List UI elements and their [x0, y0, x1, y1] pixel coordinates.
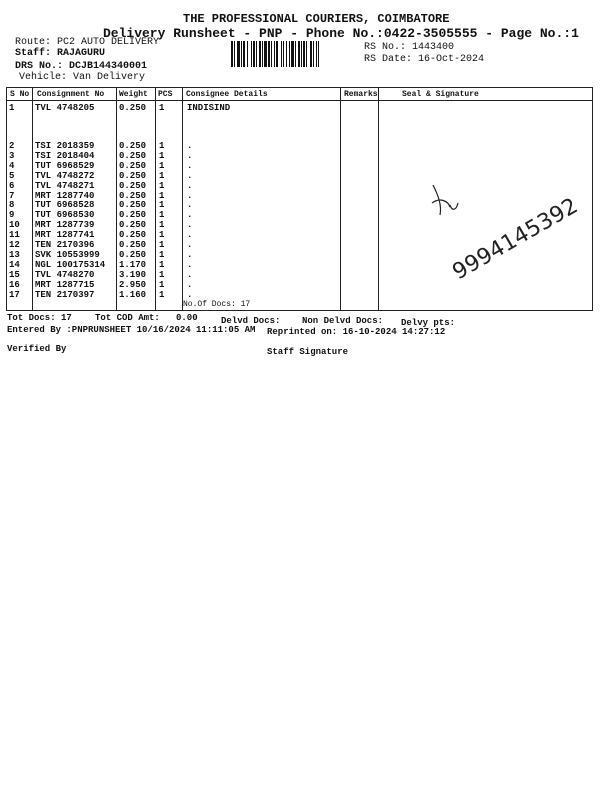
- rs-number: RS No.: 1443400: [364, 42, 455, 53]
- row-consignee: .: [187, 180, 193, 191]
- tot-cod-label: Tot COD Amt:: [95, 313, 160, 323]
- row-consignment: SVK 10553999: [35, 249, 100, 260]
- row-consignment: TVL 4748272: [35, 170, 95, 181]
- row-consignment: TVL 4748270: [35, 269, 95, 280]
- row-consignee: .: [187, 289, 193, 300]
- tot-docs: Tot Docs: 17: [7, 313, 72, 323]
- row-pcs: 1: [159, 210, 165, 221]
- handwritten-signature: [420, 175, 600, 295]
- row-consignee: .: [187, 141, 193, 151]
- row-weight: 1.170: [119, 259, 147, 270]
- row-weight: 0.250: [119, 220, 147, 231]
- col-seal-signature: Seal & Signature: [402, 90, 479, 99]
- row-sno: 7: [9, 190, 15, 201]
- row-consignee: .: [187, 220, 193, 231]
- row-pcs: 1: [159, 150, 165, 161]
- row-weight: 2.950: [119, 279, 147, 290]
- row-sno: 12: [9, 240, 20, 250]
- delvy-pts: Delvy pts:: [401, 318, 456, 328]
- row-pcs: 1: [159, 259, 165, 270]
- route-label: Route: PC2 AUTO DELIVERY: [15, 37, 160, 48]
- row-sno: 1: [9, 103, 15, 113]
- rs-date: RS Date: 16-Oct-2024: [364, 54, 485, 65]
- row-sno: 8: [9, 200, 15, 211]
- row-consignee: .: [187, 249, 193, 260]
- row-sno: 3: [9, 150, 15, 161]
- staff-label: Staff: RAJAGURU: [15, 48, 106, 59]
- company-title: THE PROFESSIONAL COURIERS, COIMBATORE: [183, 12, 450, 26]
- row-pcs: 1: [159, 103, 165, 113]
- row-consignment: MRT 1287715: [35, 279, 95, 290]
- row-weight: 0.250: [119, 210, 147, 221]
- verified-by: Verified By: [7, 344, 67, 354]
- row-consignment: TEN 2170397: [35, 289, 95, 300]
- row-pcs: 1: [159, 200, 165, 211]
- row-pcs: 1: [159, 269, 165, 280]
- row-consignment: TVL 4748205: [35, 103, 95, 113]
- row-sno: 14: [9, 259, 20, 270]
- vehicle-label: Vehicle: Van Delivery: [19, 72, 146, 83]
- row-consignee: .: [187, 190, 193, 201]
- row-sno: 4: [9, 160, 15, 171]
- row-sno: 10: [9, 220, 20, 231]
- row-weight: 0.250: [119, 180, 147, 191]
- row-consignment: TSI 2018359: [35, 141, 95, 151]
- row-consignee: .: [187, 230, 193, 241]
- col-pcs: PCS: [158, 90, 173, 99]
- row-consignee: .: [187, 279, 193, 290]
- drs-number: DRS No.: DCJB144340001: [15, 61, 148, 72]
- barcode: [231, 41, 355, 67]
- no-of-docs: No.Of Docs: 17: [183, 300, 251, 309]
- row-pcs: 1: [159, 249, 165, 260]
- row-pcs: 1: [159, 190, 165, 201]
- row-consignee: .: [187, 240, 193, 250]
- row-sno: 16: [9, 279, 20, 290]
- row-weight: 0.250: [119, 190, 147, 201]
- row-pcs: 1: [159, 160, 165, 171]
- row-weight: 0.250: [119, 160, 147, 171]
- row-consignee: .: [187, 160, 193, 171]
- row-consignment: TEN 2170396: [35, 240, 95, 250]
- row-sno: 2: [9, 141, 15, 151]
- row-consignee: .: [187, 170, 193, 181]
- row-consignee: .: [187, 210, 193, 221]
- staff-signature: Staff Signature: [267, 347, 349, 357]
- entered-by: Entered By :PNPRUNSHEET 10/16/2024 11:11:05 AM: [7, 325, 256, 335]
- row-consignment: MRT 1287740: [35, 190, 95, 201]
- row-sno: 5: [9, 170, 15, 181]
- col-consignee: Consignee Details: [186, 90, 268, 99]
- row-consignment: TUT 6968530: [35, 210, 95, 221]
- row-weight: 3.190: [119, 269, 147, 280]
- col-remarks: Remarks: [344, 90, 378, 99]
- row-sno: 13: [9, 249, 20, 260]
- row-weight: 0.250: [119, 141, 147, 151]
- row-pcs: 1: [159, 230, 165, 241]
- row-weight: 0.250: [119, 150, 147, 161]
- tot-cod-value: 0.00: [176, 313, 198, 323]
- row-consignment: TUT 6968529: [35, 160, 95, 171]
- row-pcs: 1: [159, 220, 165, 231]
- row-weight: 0.250: [119, 200, 147, 211]
- row-weight: 1.160: [119, 289, 147, 300]
- reprinted-on: Reprinted on: 16-10-2024 14:27:12: [267, 327, 446, 337]
- row-consignment: MRT 1287741: [35, 230, 95, 241]
- delvd-docs: Delvd Docs:: [221, 316, 281, 326]
- row-pcs: 1: [159, 180, 165, 191]
- row-sno: 15: [9, 269, 20, 280]
- row-consignee: .: [187, 269, 193, 280]
- col-weight: Weight: [119, 90, 148, 99]
- row-pcs: 1: [159, 240, 165, 250]
- row-weight: 0.250: [119, 103, 147, 113]
- row-sno: 9: [9, 210, 15, 221]
- col-consignment: Consignment No: [37, 90, 105, 99]
- row-weight: 0.250: [119, 230, 147, 241]
- row-consignment: TUT 6968528: [35, 200, 95, 211]
- row-consignment: MRT 1287739: [35, 220, 95, 231]
- row-consignment: NGL 100175314: [35, 259, 106, 270]
- handwritten-phone: 9994145392: [448, 193, 583, 286]
- row-weight: 0.250: [119, 249, 147, 260]
- runsheet-subtitle: Delivery Runsheet - PNP - Phone No.:0422-3505555 - Page No.:1: [103, 26, 579, 41]
- row-consignee: .: [187, 150, 193, 161]
- row-consignee: .: [187, 259, 193, 270]
- row-pcs: 1: [159, 289, 165, 300]
- row-weight: 0.250: [119, 240, 147, 250]
- row-pcs: 1: [159, 170, 165, 181]
- row-sno: 11: [9, 230, 20, 241]
- row-weight: 0.250: [119, 170, 147, 181]
- row-sno: 17: [9, 289, 20, 300]
- row-consignee: .: [187, 200, 193, 211]
- row-consignment: TVL 4748271: [35, 180, 95, 191]
- row-pcs: 1: [159, 141, 165, 151]
- row-consignee: INDISIND: [187, 103, 231, 113]
- non-delvd-docs: Non Delvd Docs:: [302, 316, 384, 326]
- col-sno: S No: [10, 90, 30, 99]
- row-sno: 6: [9, 180, 15, 191]
- row-pcs: 1: [159, 279, 165, 290]
- row-consignment: TSI 2018404: [35, 150, 95, 161]
